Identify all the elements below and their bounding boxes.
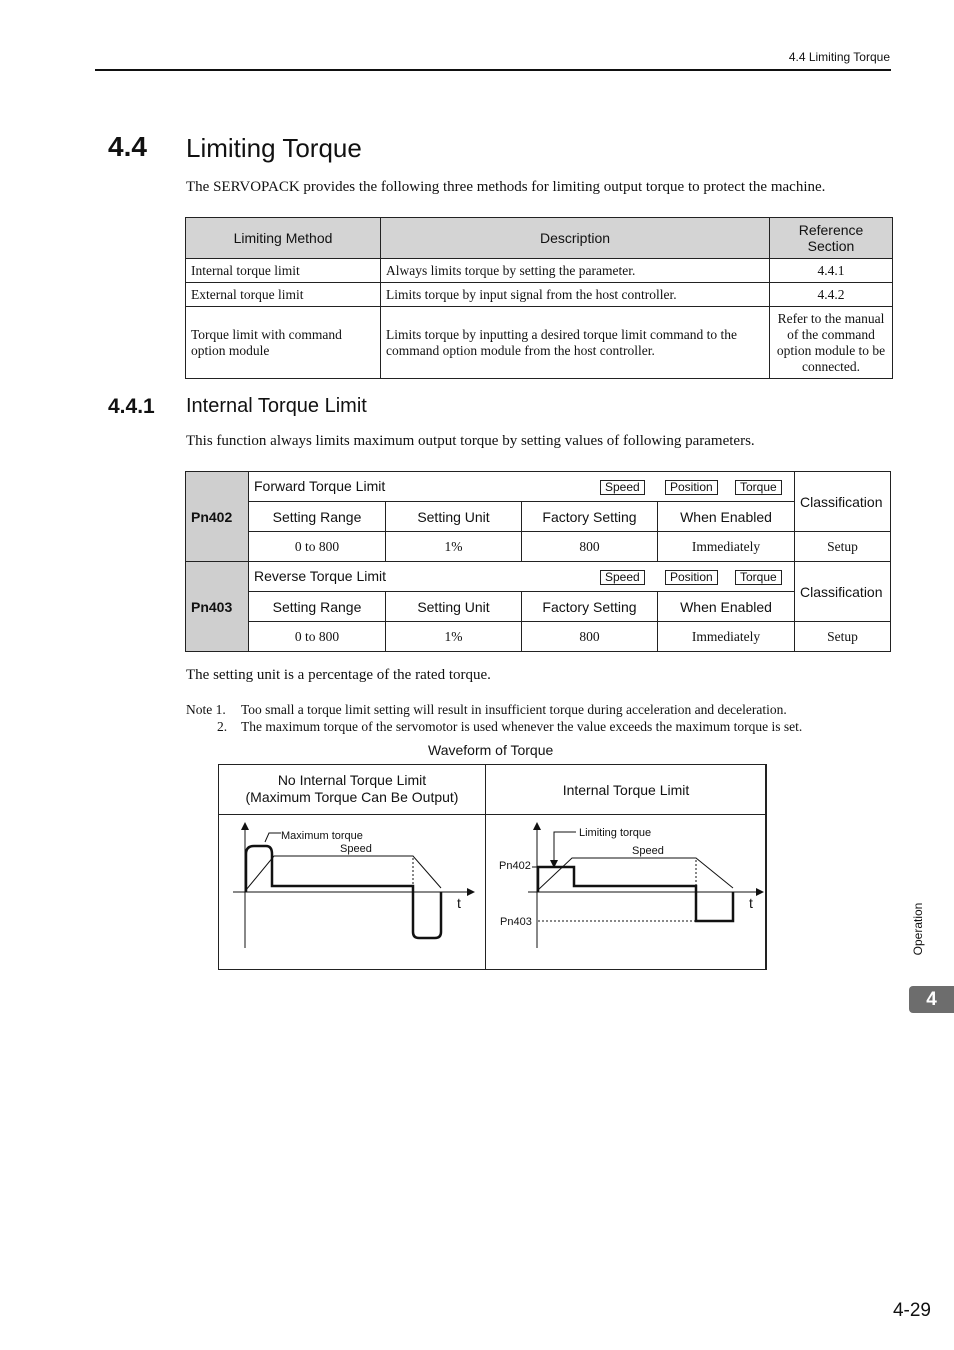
column-header: Limiting Method (186, 218, 381, 259)
setting-unit-value: 1% (386, 622, 522, 652)
method-cell: Internal torque limit (186, 259, 381, 283)
chapter-tab: 4 (909, 986, 954, 1013)
column-header: Reference Section (770, 218, 893, 259)
waveform-no-limit (225, 816, 483, 966)
page-number: 4-29 (892, 1300, 931, 1321)
table-row (186, 283, 893, 307)
reference-cell: 4.4.2 (770, 283, 893, 307)
waveform-column-header (219, 772, 485, 806)
subsection-title: Internal Torque Limit (186, 395, 367, 417)
parameter-number: Pn402 (186, 472, 249, 562)
waveform-title: Waveform of Torque (428, 742, 554, 758)
when-enabled-header: When Enabled (658, 502, 795, 532)
note-label: Note 1. (186, 702, 226, 717)
table-row (186, 259, 893, 283)
when-enabled-header: When Enabled (658, 592, 795, 622)
chapter-side-label (898, 890, 938, 970)
description-cell: Always limits torque by setting the parameter. (381, 259, 770, 283)
t-label: t (457, 895, 461, 911)
torque-tag: Torque (735, 570, 782, 585)
limiting-methods-table (185, 217, 893, 379)
factory-setting-value: 800 (522, 532, 658, 562)
running-head: 4.4 Limiting Torque (788, 50, 890, 64)
when-enabled-value: Immediately (658, 622, 795, 652)
setting-range-header: Setting Range (249, 592, 386, 622)
classification-value: Setup (795, 532, 891, 562)
note-text: The maximum torque of the servomotor is used whenever the value exceeds the maximum torque is set. (241, 719, 803, 734)
parameter-table-pn402 (185, 471, 891, 562)
section-intro: The SERVOPACK provides the following three methods for limiting output torque to protect the machine. (186, 179, 826, 195)
torque-waveform (538, 867, 733, 921)
factory-setting-header: Factory Setting (522, 592, 658, 622)
parameter-name: Reverse Torque Limit (254, 568, 387, 584)
reference-cell: Refer to the manual of the command option module to be connected. (770, 307, 893, 379)
position-tag: Position (665, 570, 718, 585)
speed-label: Speed (632, 845, 664, 857)
column-header: Description (381, 218, 770, 259)
setting-unit-value: 1% (386, 532, 522, 562)
setting-unit-header: Setting Unit (386, 592, 522, 622)
parameter-name: Forward Torque Limit (254, 478, 386, 494)
column-header-line: (Maximum Torque Can Be Output) (245, 789, 459, 805)
torque-tag: Torque (735, 480, 782, 495)
subsection-number: 4.4.1 (108, 395, 155, 418)
speed-tag: Speed (600, 480, 645, 495)
setting-unit-note: The setting unit is a percentage of the rated torque. (186, 667, 491, 683)
description-cell: Limits torque by input signal from the host controller. (381, 283, 770, 307)
description-cell: Limits torque by inputting a desired torque limit command to the command option module from the host controller. (381, 307, 770, 379)
classification-header: Classification (795, 472, 891, 532)
max-torque-label: Maximum torque (281, 830, 363, 842)
chapter-label: Operation (911, 902, 925, 956)
t-label: t (749, 895, 753, 911)
column-header-line: No Internal Torque Limit (277, 772, 427, 788)
reference-cell: 4.4.1 (770, 259, 893, 283)
classification-header: Classification (795, 562, 891, 622)
setting-range-value: 0 to 800 (249, 532, 386, 562)
note-label: 2. (217, 719, 228, 734)
waveform-internal-limit (490, 816, 764, 966)
factory-setting-value: 800 (522, 622, 658, 652)
parameter-name-cell (249, 472, 795, 502)
method-cell: Torque limit with command option module (186, 307, 381, 379)
speed-tag: Speed (600, 570, 645, 585)
classification-value: Setup (795, 622, 891, 652)
pn402-label: Pn402 (499, 860, 531, 872)
callout-line (265, 833, 281, 842)
subsection-intro: This function always limits maximum output torque by setting values of following parameters. (186, 433, 755, 449)
pn403-label: Pn403 (500, 916, 532, 928)
setting-range-value: 0 to 800 (249, 622, 386, 652)
parameter-name-cell (249, 562, 795, 592)
table-header-row (186, 218, 893, 259)
section-title: Limiting Torque (186, 133, 362, 163)
limiting-torque-label: Limiting torque (579, 827, 652, 839)
table-row (186, 307, 893, 379)
parameter-table-pn403 (185, 561, 891, 652)
method-cell: External torque limit (186, 283, 381, 307)
speed-label: Speed (340, 843, 372, 855)
factory-setting-header: Factory Setting (522, 502, 658, 532)
section-number: 4.4 (108, 131, 147, 162)
setting-range-header: Setting Range (249, 502, 386, 532)
setting-unit-header: Setting Unit (386, 502, 522, 532)
callout-line (554, 832, 576, 864)
when-enabled-value: Immediately (658, 532, 795, 562)
note-text: Too small a torque limit setting will result in insufficient torque during acceleration and deceleration. (241, 702, 787, 717)
waveform-column-header: Internal Torque Limit (562, 782, 690, 798)
waveform-divider (218, 814, 767, 815)
position-tag: Position (665, 480, 718, 495)
header-rule (95, 69, 891, 71)
parameter-number: Pn403 (186, 562, 249, 652)
